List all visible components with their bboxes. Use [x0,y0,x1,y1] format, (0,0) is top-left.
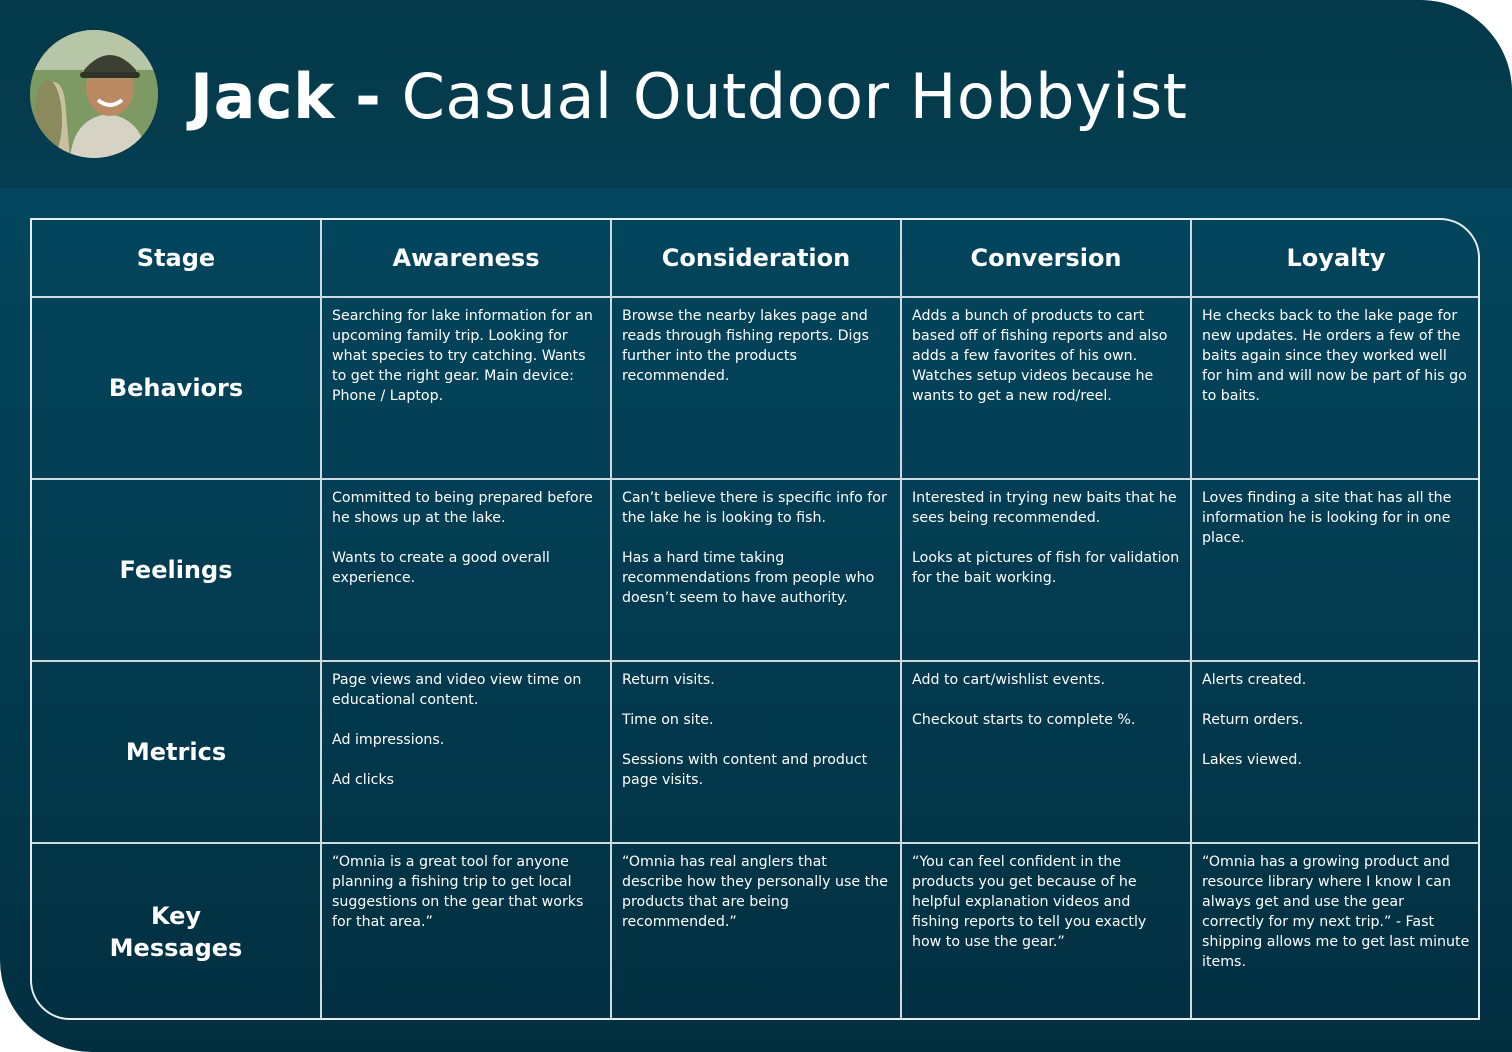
cell-behaviors-loyalty: He checks back to the lake page for new updates. He orders a few of the baits again since they worked well for him and will now be part of his go to baits. [1202,308,1467,404]
header-loyalty: Loyalty [1286,244,1386,272]
journey-table [30,218,1480,1020]
cell-metrics-loyalty: Alerts created. Return orders. Lakes viewed. [1202,672,1307,768]
cell-feelings-consideration: Can’t believe there is specific info for the lake he is looking to fish. Has a hard time taking recommendations from people who doesn’t seem to have authority. [622,490,887,606]
cell-feelings-awareness: Committed to being prepared before he shows up at the lake. Wants to create a good overall experience. [332,490,593,586]
cell-behaviors-awareness: Searching for lake information for an upcoming family trip. Looking for what species to try catching. Wants to get the right gear. Main device: Phone / Laptop. [332,308,593,404]
header-stage: Stage [136,244,216,272]
persona-photo [30,30,158,158]
cell-behaviors-conversion: Adds a bunch of products to cart based off of fishing reports and also adds a few favorites of his own. Watches setup videos because he wants to get a new rod/reel. [912,308,1168,404]
row-label-key-messages: Key Messages [109,902,243,962]
row-label-behaviors: Behaviors [108,374,244,402]
cell-key-messages-conversion: “You can feel confident in the products you get because of he helpful explanation videos and fishing reports to tell you exactly how to use the gear.” [912,854,1147,950]
cell-metrics-consideration: Return visits. Time on site. Sessions with content and product page visits. [622,672,868,788]
cell-key-messages-loyalty: “Omnia has a growing product and resource library where I know I can always get and use the gear correctly for my next trip.” - Fast shipping allows me to get last minute items. [1202,854,1470,970]
header-conversion: Conversion [970,244,1122,272]
persona-header [0,0,1512,188]
cell-metrics-awareness: Page views and video view time on educational content. Ad impressions. Ad clicks [332,672,582,788]
persona-name: Jack [190,60,335,133]
title-separator: - [355,60,382,133]
row-label-metrics: Metrics [125,738,227,766]
cell-feelings-loyalty: Loves finding a site that has all the information he is looking for in one place. [1202,490,1452,546]
cell-key-messages-consideration: “Omnia has real anglers that describe how they personally use the products that are being recommended.” [622,854,888,930]
header-consideration: Consideration [661,244,851,272]
header-awareness: Awareness [392,244,540,272]
cell-metrics-conversion: Add to cart/wishlist events. Checkout starts to complete %. [912,672,1136,728]
persona-role: Casual Outdoor Hobbyist [401,60,1188,133]
cell-behaviors-consideration: Browse the nearby lakes page and reads through fishing reports. Digs further into the products recommended. [622,308,869,384]
row-label-feelings: Feelings [119,556,233,584]
avatar [30,30,158,158]
persona-title [190,52,1188,142]
cell-feelings-conversion: Interested in trying new baits that he sees being recommended. Looks at pictures of fish for validation for the bait working. [912,490,1180,586]
cell-key-messages-awareness: “Omnia is a great tool for anyone planning a fishing trip to get local suggestions on the gear that works for that area.” [332,854,584,930]
